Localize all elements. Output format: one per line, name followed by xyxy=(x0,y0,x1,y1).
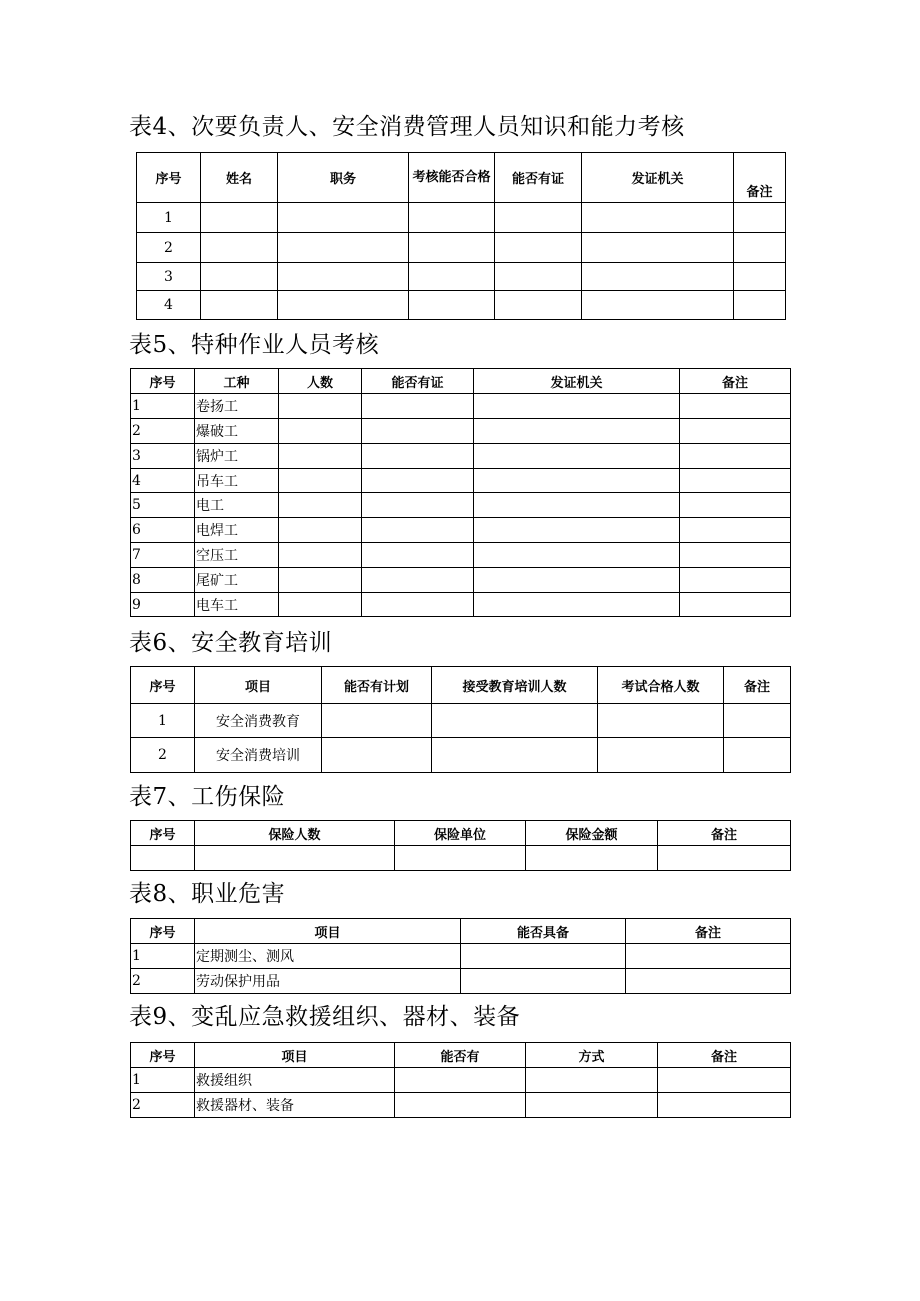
t6-header-trained: 接受教育培训人数 xyxy=(432,667,598,704)
t9-header-item: 项目 xyxy=(195,1043,395,1068)
t6-header-note: 备注 xyxy=(724,667,791,704)
table-row xyxy=(131,969,791,994)
t5-header-type: 工种 xyxy=(195,369,279,394)
work-type: 卷扬工 xyxy=(195,394,279,419)
table-row xyxy=(131,469,791,493)
work-type: 锅炉工 xyxy=(195,444,279,469)
table-row xyxy=(131,493,791,518)
table-row xyxy=(131,846,791,871)
table6 xyxy=(130,666,791,773)
table7-title: 表7、工伤保险 xyxy=(129,784,286,810)
t6-header-plan: 能否有计划 xyxy=(322,667,432,704)
row-number: 1 xyxy=(131,1068,195,1093)
table-row xyxy=(137,233,786,263)
table-row xyxy=(137,203,786,233)
row-number: 1 xyxy=(137,203,201,233)
row-number: 4 xyxy=(131,469,195,493)
table5 xyxy=(130,368,791,617)
row-number: 5 xyxy=(131,493,195,518)
table7 xyxy=(130,820,791,871)
row-number: 8 xyxy=(131,568,195,593)
table9-title: 表9、变乱应急救援组织、器材、装备 xyxy=(129,1004,521,1030)
t6-header-passed: 考试合格人数 xyxy=(598,667,724,704)
work-type: 电车工 xyxy=(195,593,279,617)
table-row xyxy=(131,394,791,419)
work-type: 空压工 xyxy=(195,543,279,568)
t6-header-item: 项目 xyxy=(195,667,322,704)
row-number: 4 xyxy=(137,291,201,320)
t9-header-no: 序号 xyxy=(131,1043,195,1068)
table-row xyxy=(131,518,791,543)
t8-header-no: 序号 xyxy=(131,919,195,944)
table9 xyxy=(130,1042,791,1118)
t6-header-no: 序号 xyxy=(131,667,195,704)
table4 xyxy=(136,152,786,320)
rescue-item: 救援器材、装备 xyxy=(195,1093,395,1118)
table-row xyxy=(131,1093,791,1118)
table-row xyxy=(131,1068,791,1093)
table6-title: 表6、安全教育培训 xyxy=(129,630,333,656)
row-number: 2 xyxy=(131,1093,195,1118)
table4-title: 表4、次要负责人、安全消费管理人员知识和能力考核 xyxy=(129,114,685,140)
row-number: 2 xyxy=(137,233,201,263)
t5-header-note: 备注 xyxy=(680,369,791,394)
table-row xyxy=(131,593,791,617)
work-type: 吊车工 xyxy=(195,469,279,493)
work-type: 电工 xyxy=(195,493,279,518)
t8-header-note: 备注 xyxy=(626,919,791,944)
table-row xyxy=(137,263,786,291)
t8-header-has: 能否具备 xyxy=(461,919,626,944)
t9-header-has: 能否有 xyxy=(395,1043,526,1068)
table-row xyxy=(131,704,791,738)
table-row xyxy=(131,738,791,773)
t4-header-issuer: 发证机关 xyxy=(582,153,734,203)
row-number: 7 xyxy=(131,543,195,568)
t5-header-no: 序号 xyxy=(131,369,195,394)
table-row xyxy=(131,543,791,568)
t4-header-pass: 考核能否合格 xyxy=(409,153,495,203)
t7-header-note: 备注 xyxy=(658,821,791,846)
work-type: 电焊工 xyxy=(195,518,279,543)
table-row xyxy=(131,944,791,969)
table-row xyxy=(131,444,791,469)
t4-header-post: 职务 xyxy=(278,153,409,203)
table8 xyxy=(130,918,791,994)
t5-header-count: 人数 xyxy=(279,369,362,394)
row-number: 9 xyxy=(131,593,195,617)
table-row xyxy=(137,291,786,320)
t9-header-method: 方式 xyxy=(526,1043,658,1068)
rescue-item: 救援组织 xyxy=(195,1068,395,1093)
t7-header-no: 序号 xyxy=(131,821,195,846)
training-item: 安全消费培训 xyxy=(195,738,322,773)
row-number: 2 xyxy=(131,419,195,444)
row-number: 3 xyxy=(137,263,201,291)
row-number: 1 xyxy=(131,394,195,419)
t4-header-no: 序号 xyxy=(137,153,201,203)
t5-header-cert: 能否有证 xyxy=(362,369,474,394)
row-number: 1 xyxy=(131,944,195,969)
work-type: 爆破工 xyxy=(195,419,279,444)
t4-header-note: 备注 xyxy=(734,153,786,203)
row-number: 3 xyxy=(131,444,195,469)
hazard-item: 定期测尘、测风 xyxy=(195,944,461,969)
t7-header-unit: 保险单位 xyxy=(395,821,526,846)
row-number: 6 xyxy=(131,518,195,543)
t4-header-cert: 能否有证 xyxy=(495,153,582,203)
t7-header-amount: 保险金额 xyxy=(526,821,658,846)
table8-title: 表8、职业危害 xyxy=(129,881,286,907)
table5-title: 表5、特种作业人员考核 xyxy=(129,332,380,358)
table-row xyxy=(131,419,791,444)
t4-header-name: 姓名 xyxy=(201,153,278,203)
t8-header-item: 项目 xyxy=(195,919,461,944)
hazard-item: 劳动保护用品 xyxy=(195,969,461,994)
row-number: 1 xyxy=(131,704,195,738)
table-row xyxy=(131,568,791,593)
work-type: 尾矿工 xyxy=(195,568,279,593)
row-number: 2 xyxy=(131,738,195,773)
training-item: 安全消费教育 xyxy=(195,704,322,738)
t5-header-issuer: 发证机关 xyxy=(474,369,680,394)
t7-header-count: 保险人数 xyxy=(195,821,395,846)
t9-header-note: 备注 xyxy=(658,1043,791,1068)
row-number: 2 xyxy=(131,969,195,994)
